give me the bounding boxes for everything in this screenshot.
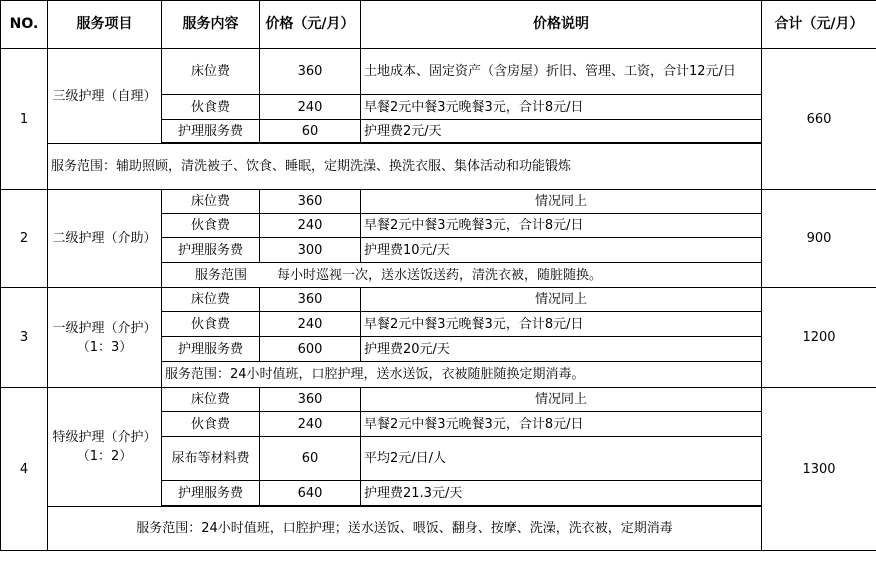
service-price: 240 [260, 312, 361, 337]
header-no: NO. [1, 1, 48, 49]
header-price-description: 价格说明 [361, 1, 762, 49]
service-content: 伙食费 [162, 214, 260, 238]
price-description: 早餐2元中餐3元晚餐3元，合计8元/日 [361, 312, 762, 337]
service-price: 60 [260, 120, 361, 143]
price-description: 平均2元/日/人 [361, 437, 762, 481]
service-content: 伙食费 [162, 95, 260, 120]
service-content: 伙食费 [162, 412, 260, 437]
level-total: 900 [762, 190, 876, 288]
table-row [1, 144, 876, 190]
header-service-item: 服务项目 [48, 1, 162, 49]
table-row [1, 288, 876, 312]
service-scope: 服务范围：24小时值班，口腔护理，送水送饭，衣被随脏随换定期消毒。 [162, 362, 762, 388]
header-service-content: 服务内容 [162, 1, 260, 49]
service-content: 伙食费 [162, 312, 260, 337]
level-total: 1300 [762, 388, 876, 551]
table-row [1, 507, 876, 551]
service-content: 床位费 [162, 49, 260, 95]
service-content: 床位费 [162, 288, 260, 312]
service-content: 护理服务费 [162, 481, 260, 506]
service-content: 护理服务费 [162, 120, 260, 143]
table-row [1, 388, 876, 412]
price-description: 早餐2元中餐3元晚餐3元，合计8元/日 [361, 412, 762, 437]
level-total: 660 [762, 49, 876, 190]
price-description: 护理费2元/天 [361, 120, 762, 143]
service-price: 300 [260, 238, 361, 263]
service-content: 床位费 [162, 388, 260, 412]
header-price: 价格（元/月） [260, 1, 361, 49]
service-content: 护理服务费 [162, 238, 260, 263]
service-price: 360 [260, 190, 361, 214]
table-row [1, 190, 876, 214]
price-description: 护理费21.3元/天 [361, 481, 762, 506]
price-description: 护理费20元/天 [361, 337, 762, 362]
service-price: 640 [260, 481, 361, 506]
service-price: 600 [260, 337, 361, 362]
service-content: 护理服务费 [162, 337, 260, 362]
price-description: 早餐2元中餐3元晚餐3元，合计8元/日 [361, 214, 762, 238]
level-name: 一级护理（介护）（1：3） [48, 288, 162, 388]
price-description: 土地成本、固定资产（含房屋）折旧、管理、工资，合计12元/日 [361, 49, 762, 95]
service-scope: 服务范围：24小时值班，口腔护理；送水送饭、喂饭、翻身、按摩、洗澡，洗衣被，定期消毒 [48, 507, 762, 551]
service-scope: 服务范围：辅助照顾，清洗被子、饮食、睡眠，定期洗澡、换洗衣服、集体活动和功能锻炼 [48, 144, 762, 190]
price-description: 情况同上 [361, 388, 762, 412]
service-content: 床位费 [162, 190, 260, 214]
level-name: 特级护理（介护）（1：2） [48, 388, 162, 507]
header-total: 合计（元/月） [762, 1, 876, 49]
service-price: 240 [260, 214, 361, 238]
service-price: 360 [260, 49, 361, 95]
service-scope-label: 服务范围 [194, 267, 247, 283]
level-no: 4 [1, 388, 48, 551]
price-description: 护理费10元/天 [361, 238, 762, 263]
service-scope-text: 每小时巡视一次，送水送饭送药，清洗衣被，随脏随换。 [277, 267, 603, 283]
service-content: 尿布等材料费 [162, 437, 260, 481]
service-price: 60 [260, 437, 361, 481]
level-no: 2 [1, 190, 48, 288]
level-name: 三级护理（自理） [48, 49, 162, 144]
service-scope [162, 263, 762, 288]
service-price: 360 [260, 388, 361, 412]
table-row [1, 49, 876, 95]
level-name: 二级护理（介助） [48, 190, 162, 288]
service-price: 240 [260, 95, 361, 120]
level-no: 1 [1, 49, 48, 190]
level-no: 3 [1, 288, 48, 388]
price-description: 情况同上 [361, 288, 762, 312]
price-description: 情况同上 [361, 190, 762, 214]
price-description: 早餐2元中餐3元晚餐3元，合计8元/日 [361, 95, 762, 120]
service-price: 240 [260, 412, 361, 437]
service-price: 360 [260, 288, 361, 312]
header-row [1, 1, 876, 49]
level-total: 1200 [762, 288, 876, 388]
